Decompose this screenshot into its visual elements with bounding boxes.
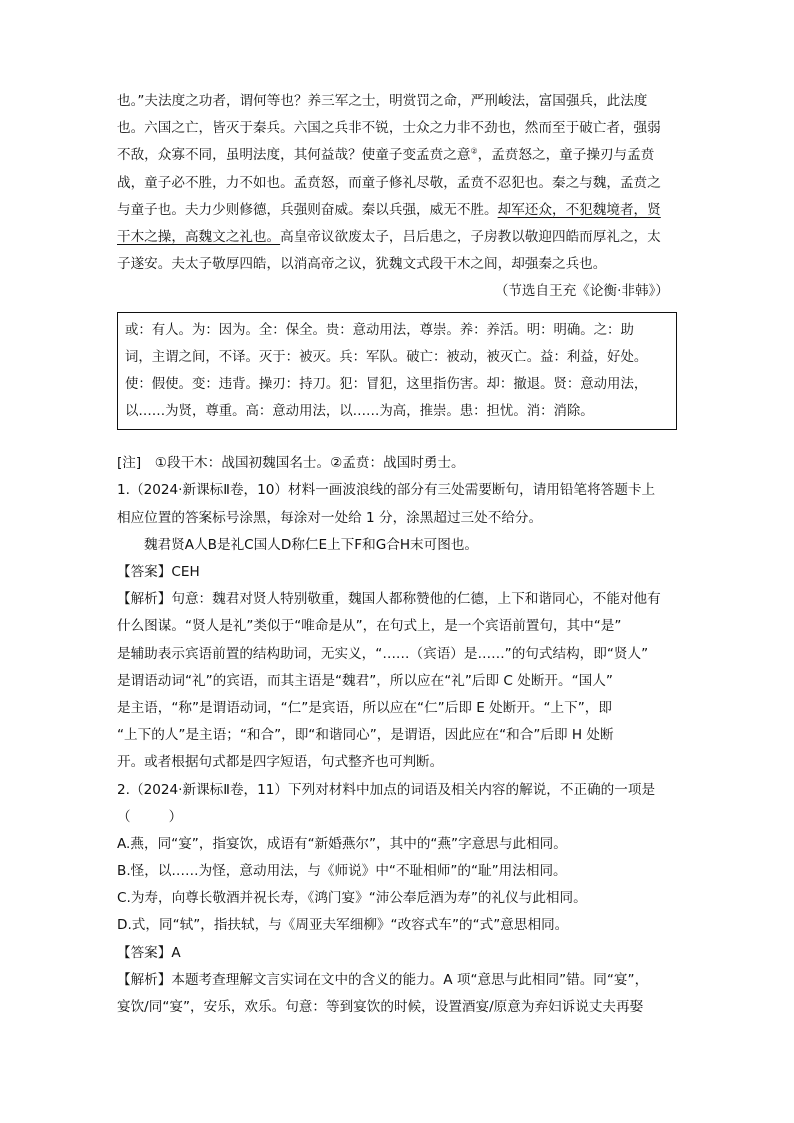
glossary-box	[117, 312, 677, 431]
glossary-line: 词，主谓之间，不译。灭于：被灭。兵：军队。破亡：被动，被灭亡。益：利益，好处。	[125, 349, 648, 365]
paren-open: （	[117, 808, 131, 825]
passage-text: 高皇帝议欲废太子，吕后患之，子房教以敬迎四皓而厚礼之，太	[280, 228, 661, 245]
analysis-line: 开。或者根据句式都是四字短语，句式整齐也可判断。	[117, 754, 444, 771]
passage-text: 与童子也。夫力少则修德，兵强则奋威。秦以兵强，威无不胜。	[117, 201, 498, 218]
answer-label: 【答案】	[117, 944, 172, 961]
wavy-underlined-text: 却军还众，不犯魏境者，贤	[497, 201, 661, 218]
answer-line	[117, 559, 677, 586]
wavy-underlined-text: 干木之操，高魏文之礼也。	[117, 228, 281, 245]
passage-text: 不敌，众寡不同，虽明法度，其何益哉？使童子变孟贲之意	[117, 147, 471, 164]
question-1	[117, 477, 677, 776]
answer-label: 【答案】	[117, 564, 172, 580]
passage-source: （节选自王充《论衡·非韩》）	[494, 283, 669, 300]
answer-blank	[117, 804, 677, 831]
passage-line: 也。”夫法度之功者，谓何等也？养三军之士，明赏罚之命，严刑峻法，富国强兵，此法度	[117, 93, 648, 109]
analysis-line	[117, 586, 677, 613]
analysis-line: 是辅助表示宾语前置的结构助词，无实义，“……（宾语）是……”的句式结构，即“贤人”	[117, 645, 649, 662]
passage-line: 战，童子必不胜，力不如也。孟贲怒，而童子修礼尽敬，孟贲不忍犯也。秦之与魏，孟贲之	[117, 174, 661, 191]
passage-line: 也。六国之亡，皆灭于秦兵。六国之兵非不锐，士众之力非不劲也，然而至于破亡者，强弱	[117, 120, 661, 137]
analysis-text: 本题考查理解文言实词在文中的含义的能力。A 项“意思与此相同”错。同“宴”，	[171, 971, 649, 988]
answer-value: A	[171, 944, 181, 961]
analysis-line: “上下的人”是主语；“和合”，即“和谐同心”，是谓语，因此应在“和合”后即 H 处断	[117, 727, 614, 744]
analysis-text: 句意：魏君对贤人特别敬重，魏国人都称赞他的仁德，上下和谐同心，不能对他有	[171, 591, 661, 608]
passage-line	[117, 224, 677, 251]
option-d: D.式，同“轼”，指扶轼，与《周亚夫军细柳》“改容式车”的“式”意思相同。	[117, 917, 569, 934]
passage-line	[117, 142, 677, 169]
passage-text: ，孟贲怒之，童子操刃与孟贲	[477, 147, 655, 164]
answer-value: CEH	[171, 564, 200, 580]
analysis-line: 宴饮/同“宴”，安乐，欢乐。句意：等到宴饮的时候，设置酒宴/原意为弃妇诉说丈夫再娶	[117, 999, 644, 1015]
option-a: A.燕，同“宴”，指宴饮，成语有“新婚燕尔”，其中的“燕”字意思与此相同。	[117, 835, 567, 852]
answer-line	[117, 940, 677, 967]
analysis-line: 什么图谋。“贤人是礼”类似于“唯命是从”，在句式上，是一个宾语前置句，其中“是”	[117, 618, 622, 635]
footnote: [注] ①段干木：战国初魏国名士。②孟贲：战国时勇士。	[117, 455, 465, 472]
analysis-label: 【解析】	[117, 591, 172, 608]
sentence-to-punctuate: 魏君贤A人B是礼C国人D称仁E上下F和G合H末可图也。	[144, 536, 479, 553]
analysis-line: 是谓语动词“礼”的宾语，而其主语是“魏君”，所以应在“礼”后即 C 处断开。“国人”	[117, 672, 613, 689]
document-page	[117, 88, 677, 1021]
question-2	[117, 777, 677, 1022]
question-stem: 2.（2024·新课标Ⅱ卷，11）下列对材料中加点的词语及相关内容的解说，不正确的一项是	[117, 781, 656, 798]
analysis-line: 是主语，“称”是谓语动词，“仁”是宾语，所以应在“仁”后即 E 处断开。“上下”，即	[117, 699, 612, 716]
classical-passage	[117, 88, 677, 306]
analysis-label: 【解析】	[117, 971, 172, 988]
glossary-line: 或：有人。为：因为。全：保全。贵：意动用法，尊崇。养：养活。明：明确。之：助	[125, 322, 634, 338]
paren-close: ）	[168, 808, 183, 825]
footnote-marker: ②	[470, 146, 478, 156]
option-c: C.为寿，向尊长敬酒并祝长寿，《鸿门宴》“沛公奉卮酒为寿”的礼仪与此相同。	[117, 890, 587, 907]
question-stem: 1.（2024·新课标Ⅱ卷，10）材料一画波浪线的部分有三处需要断句，请用铅笔将答题卡上	[117, 482, 656, 499]
passage-line: 子遂安。夫太子敬厚四皓，以消高帝之议，犹魏文式段干木之闾，却强秦之兵也。	[117, 256, 607, 273]
question-stem: 相应位置的答案标号涂黑，每涂对一处给 1 分，涂黑超过三处不给分。	[117, 509, 543, 526]
glossary-line: 使：假使。变：违背。操刃：持刀。犯：冒犯，这里指伤害。却：撤退。贤：意动用法，	[125, 376, 648, 392]
passage-line	[117, 197, 677, 224]
option-b: B.怪，以……为怪，意动用法，与《师说》中“不耻相师”的“耻”用法相同。	[117, 863, 567, 880]
glossary-line: 以……为贤，尊重。高：意动用法，以……为高，推崇。患：担忧。消：消除。	[125, 404, 594, 420]
analysis-line	[117, 967, 677, 994]
